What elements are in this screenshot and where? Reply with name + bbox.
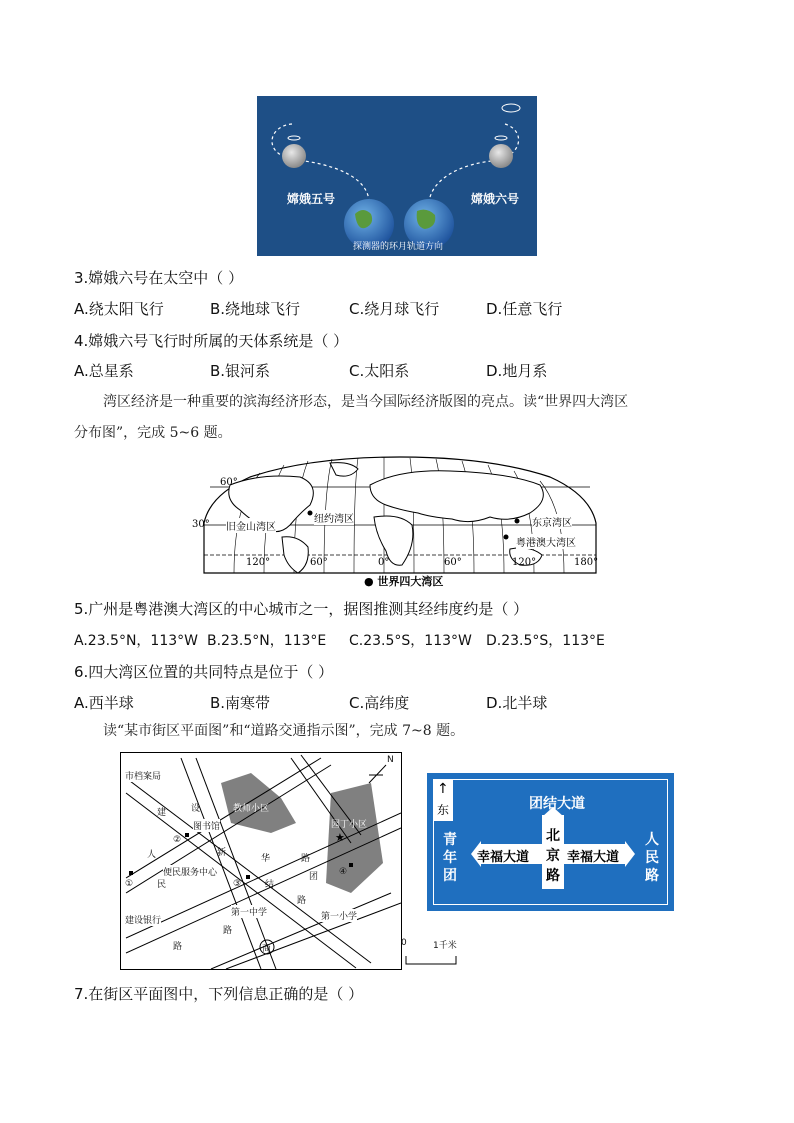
q5-option-a[interactable]: A.23.5°N，113°W xyxy=(74,633,198,649)
gba-bay-dot xyxy=(504,535,509,540)
east-label: 东 xyxy=(437,803,450,817)
ny-bay-label: 纽约湾区 xyxy=(314,510,354,525)
teacher-label: 教师小区 xyxy=(233,804,270,814)
road-char-lu4: 路 xyxy=(173,942,183,952)
street-passage: 读“某市街区平面图”和“道路交通指示图”，完成 7~8 题。 xyxy=(103,723,465,739)
left-road-char-2: 年 xyxy=(443,850,457,866)
lat-label-60: 60° xyxy=(220,477,238,488)
primary-school-label: 第一小学 xyxy=(321,909,357,922)
top-road-label: 团结大道 xyxy=(529,796,585,812)
marker-2: ② xyxy=(173,835,182,845)
gba-bay-label: 粤港澳大湾区 xyxy=(516,534,576,549)
road-char-jie: 结 xyxy=(265,880,275,890)
tokyo-bay-dot xyxy=(515,519,520,524)
q3-option-d[interactable]: D.任意飞行 xyxy=(486,300,563,318)
lat-label-30: 30° xyxy=(192,519,210,530)
q4-stem: 4.嫦娥六号飞行时所属的天体系统是（ ） xyxy=(74,332,349,350)
north-arrow-icon xyxy=(369,765,386,783)
change5-label: 嫦娥五号 xyxy=(287,192,336,206)
road-char-xin: 新 xyxy=(217,848,227,858)
road-char-ren: 人 xyxy=(147,850,157,860)
left-road-char-3: 团 xyxy=(443,868,457,884)
q6-option-a[interactable]: A.西半球 xyxy=(74,694,134,712)
right-road-char-2: 民 xyxy=(645,850,659,866)
road-char-she: 设 xyxy=(191,804,201,814)
star-icon: ★ xyxy=(335,831,345,844)
lon-label-180: 180° xyxy=(574,557,599,568)
right-road-char-1: 人 xyxy=(645,832,659,848)
archive-label: 市档案局 xyxy=(125,769,161,782)
q4-option-d[interactable]: D.地月系 xyxy=(486,362,548,380)
scale-zero: 0 xyxy=(401,938,407,948)
q6-option-b[interactable]: B.南寒带 xyxy=(210,694,271,712)
q3-stem: 3.嫦娥六号在太空中（ ） xyxy=(74,269,244,287)
world-bay-map xyxy=(190,455,610,590)
middle-school-label: 第一中学 xyxy=(231,905,267,918)
q6-option-d[interactable]: D.北半球 xyxy=(486,694,548,712)
ny-bay-dot xyxy=(308,511,313,516)
lon-label-120e: 120° xyxy=(512,557,537,568)
center-road-char-1: 北 xyxy=(546,828,560,844)
q6-stem: 6.四大湾区位置的共同特点是位于（ ） xyxy=(74,663,334,681)
road-char-lu2: 路 xyxy=(301,854,311,864)
q5-option-c[interactable]: C.23.5°S，113°W xyxy=(349,633,472,649)
image1-caption: 探测器的环月轨道方向 xyxy=(353,242,444,252)
marker-3: ③ xyxy=(233,879,242,889)
center-road-char-2: 京 xyxy=(546,848,560,864)
road-char-hua: 华 xyxy=(261,854,271,864)
right-road-char-3: 路 xyxy=(645,868,659,884)
q5-option-b[interactable]: B.23.5°N，113°E xyxy=(207,633,327,649)
bay-passage-line2: 分布图”，完成 5~6 题。 xyxy=(74,425,232,441)
road-char-lu3: 路 xyxy=(297,896,307,906)
orbit-illustration xyxy=(257,96,537,256)
lon-label-0: 0° xyxy=(378,557,390,568)
marker-4: ④ xyxy=(339,867,348,877)
moon-left-icon xyxy=(282,144,306,168)
right-arrow-icon xyxy=(625,841,635,867)
sf-bay-label: 旧金山湾区 xyxy=(226,518,276,533)
left-arrow-label: 幸福大道 xyxy=(477,850,530,865)
scale-bar xyxy=(404,948,462,968)
right-arrow-label: 幸福大道 xyxy=(567,850,620,865)
q5-stem: 5.广州是粤港澳大湾区的中心城市之一，据图推测其经纬度约是（ ） xyxy=(74,600,529,618)
q6-option-c[interactable]: C.高纬度 xyxy=(349,694,410,712)
change6-label: 嫦娥六号 xyxy=(471,192,520,206)
q7-stem: 7.在街区平面图中，下列信息正确的是（ ） xyxy=(74,985,364,1003)
world-map-title: ● 世界四大湾区 xyxy=(364,575,444,588)
left-road-char-1: 青 xyxy=(443,832,457,848)
road-char-lu1: 路 xyxy=(223,926,233,936)
q4-option-b[interactable]: B.银河系 xyxy=(210,362,271,380)
moon-right-icon xyxy=(489,144,513,168)
q4-option-a[interactable]: A.总星系 xyxy=(74,362,134,380)
north-label: N xyxy=(387,755,394,765)
shop-label: 商 xyxy=(262,944,272,954)
q4-option-c[interactable]: C.太阳系 xyxy=(349,362,410,380)
lon-label-60w: 60° xyxy=(310,557,328,568)
q3-option-c[interactable]: C.绕月球飞行 xyxy=(349,300,440,318)
bank-label: 建设银行 xyxy=(125,913,161,926)
lon-label-60e: 60° xyxy=(444,557,462,568)
gardener-label: 园丁小区 xyxy=(331,820,368,830)
road-char-min: 民 xyxy=(157,880,167,890)
center-up-arrow-icon xyxy=(542,807,564,817)
scale-label: 1千米 xyxy=(433,941,457,951)
q5-option-d[interactable]: D.23.5°S，113°E xyxy=(486,633,605,649)
bay-passage-line1: 湾区经济是一种重要的滨海经济形态，是当今国际经济版图的亮点。读“世界四大湾区 xyxy=(103,394,629,410)
road-char-tuan: 团 xyxy=(309,872,319,882)
up-arrow-icon: ↑ xyxy=(437,781,449,797)
q3-option-b[interactable]: B.绕地球飞行 xyxy=(210,300,301,318)
road-sign xyxy=(427,773,674,911)
service-center-label: 便民服务中心 xyxy=(163,865,217,878)
change-orbit-image xyxy=(257,96,537,256)
center-road-char-3: 路 xyxy=(546,868,560,884)
library-label: 图书馆 xyxy=(193,819,220,832)
tokyo-bay-label: 东京湾区 xyxy=(532,514,572,529)
street-map xyxy=(120,752,402,970)
road-char-jian: 建 xyxy=(157,808,167,818)
marker-1: ① xyxy=(125,879,134,889)
q3-option-a[interactable]: A.绕太阳飞行 xyxy=(74,300,164,318)
lon-label-120w: 120° xyxy=(246,557,271,568)
